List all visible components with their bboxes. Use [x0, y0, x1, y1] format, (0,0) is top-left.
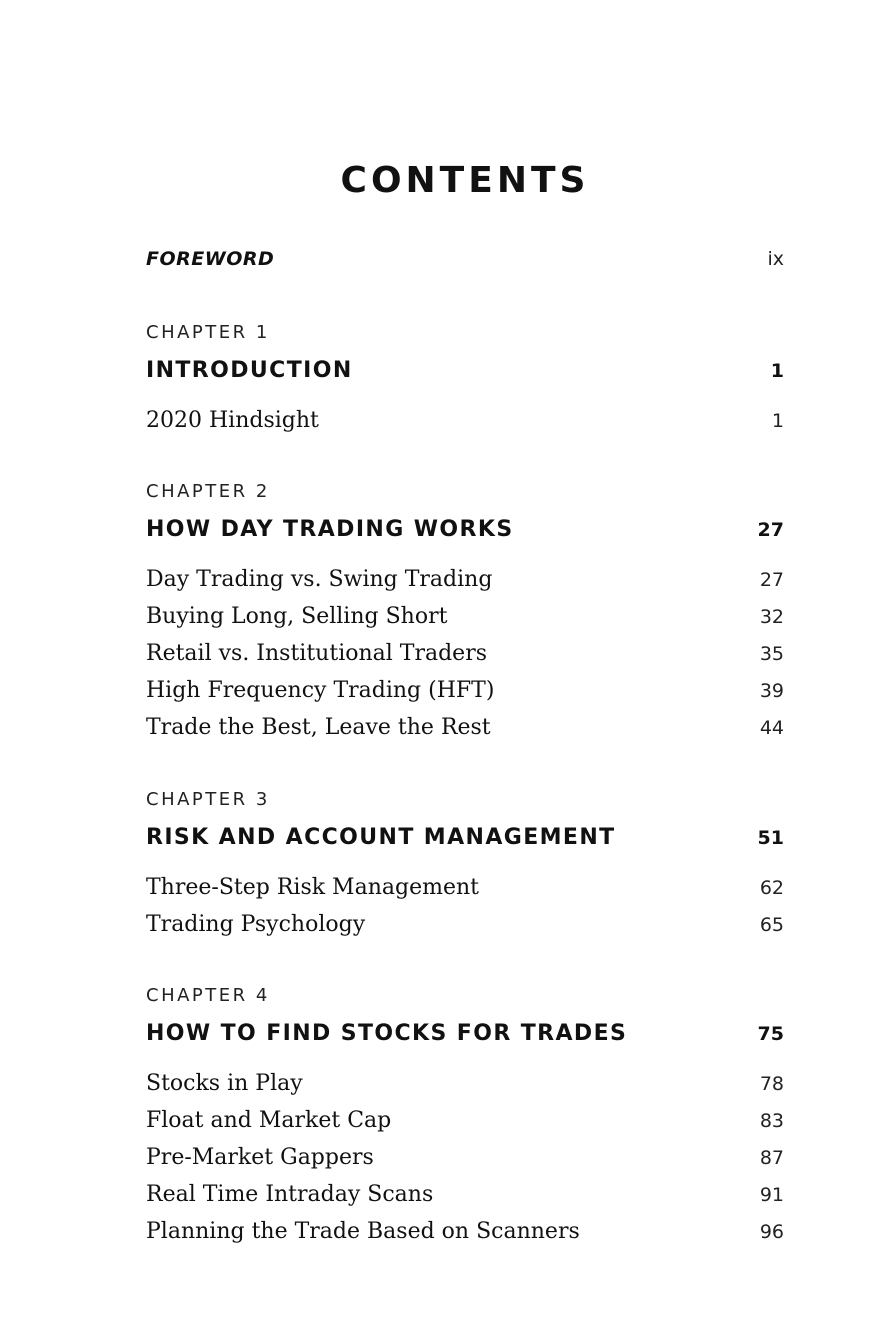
chapter-number: CHAPTER 1 [146, 322, 270, 343]
section-title: Trading Psychology [146, 912, 366, 937]
section-title: Stocks in Play [146, 1071, 303, 1096]
section-page-number: 65 [759, 914, 784, 936]
toc-page [146, 0, 784, 1335]
chapter-title-row[interactable] [146, 358, 784, 392]
section-page-number: 44 [759, 717, 784, 739]
section-title: Real Time Intraday Scans [146, 1182, 434, 1207]
toc-entry[interactable] [146, 1176, 784, 1213]
chapter-title: RISK AND ACCOUNT MANAGEMENT [146, 825, 616, 850]
section-page-number: 39 [759, 680, 784, 702]
toc-entry[interactable] [146, 635, 784, 672]
chapter-4 [146, 983, 784, 1250]
section-title: Buying Long, Selling Short [146, 604, 448, 629]
section-page-number: 87 [759, 1147, 784, 1169]
chapter-title: INTRODUCTION [146, 358, 353, 383]
chapter-title-row[interactable] [146, 517, 784, 551]
toc-entry[interactable] [146, 709, 784, 746]
chapter-page-number: 51 [757, 827, 784, 849]
section-page-number: 91 [759, 1184, 784, 1206]
chapter-page-number: 1 [770, 360, 784, 382]
chapter-number: CHAPTER 3 [146, 789, 270, 810]
section-title: Pre-Market Gappers [146, 1145, 374, 1170]
section-page-number: 96 [759, 1221, 784, 1243]
section-page-number: 35 [759, 643, 784, 665]
chapter-page-number: 75 [757, 1023, 784, 1045]
section-list [146, 1065, 784, 1250]
toc-entry[interactable] [146, 1213, 784, 1250]
section-title: High Frequency Trading (HFT) [146, 678, 495, 703]
section-page-number: 78 [759, 1073, 784, 1095]
foreword-label: FOREWORD [146, 248, 275, 270]
section-list [146, 561, 784, 746]
section-title: Day Trading vs. Swing Trading [146, 567, 493, 592]
toc-entry[interactable] [146, 402, 784, 439]
toc-entry[interactable] [146, 1139, 784, 1176]
toc-entry[interactable] [146, 906, 784, 943]
chapter-page-number: 27 [757, 519, 784, 541]
section-title: Retail vs. Institutional Traders [146, 641, 487, 666]
chapter-2 [146, 479, 784, 746]
section-list [146, 869, 784, 943]
chapter-number: CHAPTER 4 [146, 985, 270, 1006]
section-title: Float and Market Cap [146, 1108, 392, 1133]
toc-entry[interactable] [146, 869, 784, 906]
chapter-title-row[interactable] [146, 1021, 784, 1055]
toc-entry-foreword[interactable] [146, 248, 784, 270]
chapter-1 [146, 320, 784, 439]
toc-entry[interactable] [146, 1102, 784, 1139]
section-title: Trade the Best, Leave the Rest [146, 715, 491, 740]
section-list [146, 402, 784, 439]
section-page-number: 27 [759, 569, 784, 591]
chapter-number: CHAPTER 2 [146, 481, 270, 502]
page-title: CONTENTS [340, 160, 590, 201]
chapter-title-row[interactable] [146, 825, 784, 859]
chapter-title: HOW DAY TRADING WORKS [146, 517, 514, 542]
toc-entry[interactable] [146, 1065, 784, 1102]
section-page-number: 62 [759, 877, 784, 899]
section-page-number: 1 [771, 410, 784, 432]
section-page-number: 32 [759, 606, 784, 628]
section-page-number: 83 [759, 1110, 784, 1132]
section-title: 2020 Hindsight [146, 408, 319, 433]
foreword-page-number: ix [767, 248, 784, 270]
section-title: Planning the Trade Based on Scanners [146, 1219, 580, 1244]
toc-entry[interactable] [146, 561, 784, 598]
chapter-3 [146, 787, 784, 943]
section-title: Three-Step Risk Management [146, 875, 479, 900]
chapter-title: HOW TO FIND STOCKS FOR TRADES [146, 1021, 628, 1046]
toc-entry[interactable] [146, 598, 784, 635]
toc-entry[interactable] [146, 672, 784, 709]
